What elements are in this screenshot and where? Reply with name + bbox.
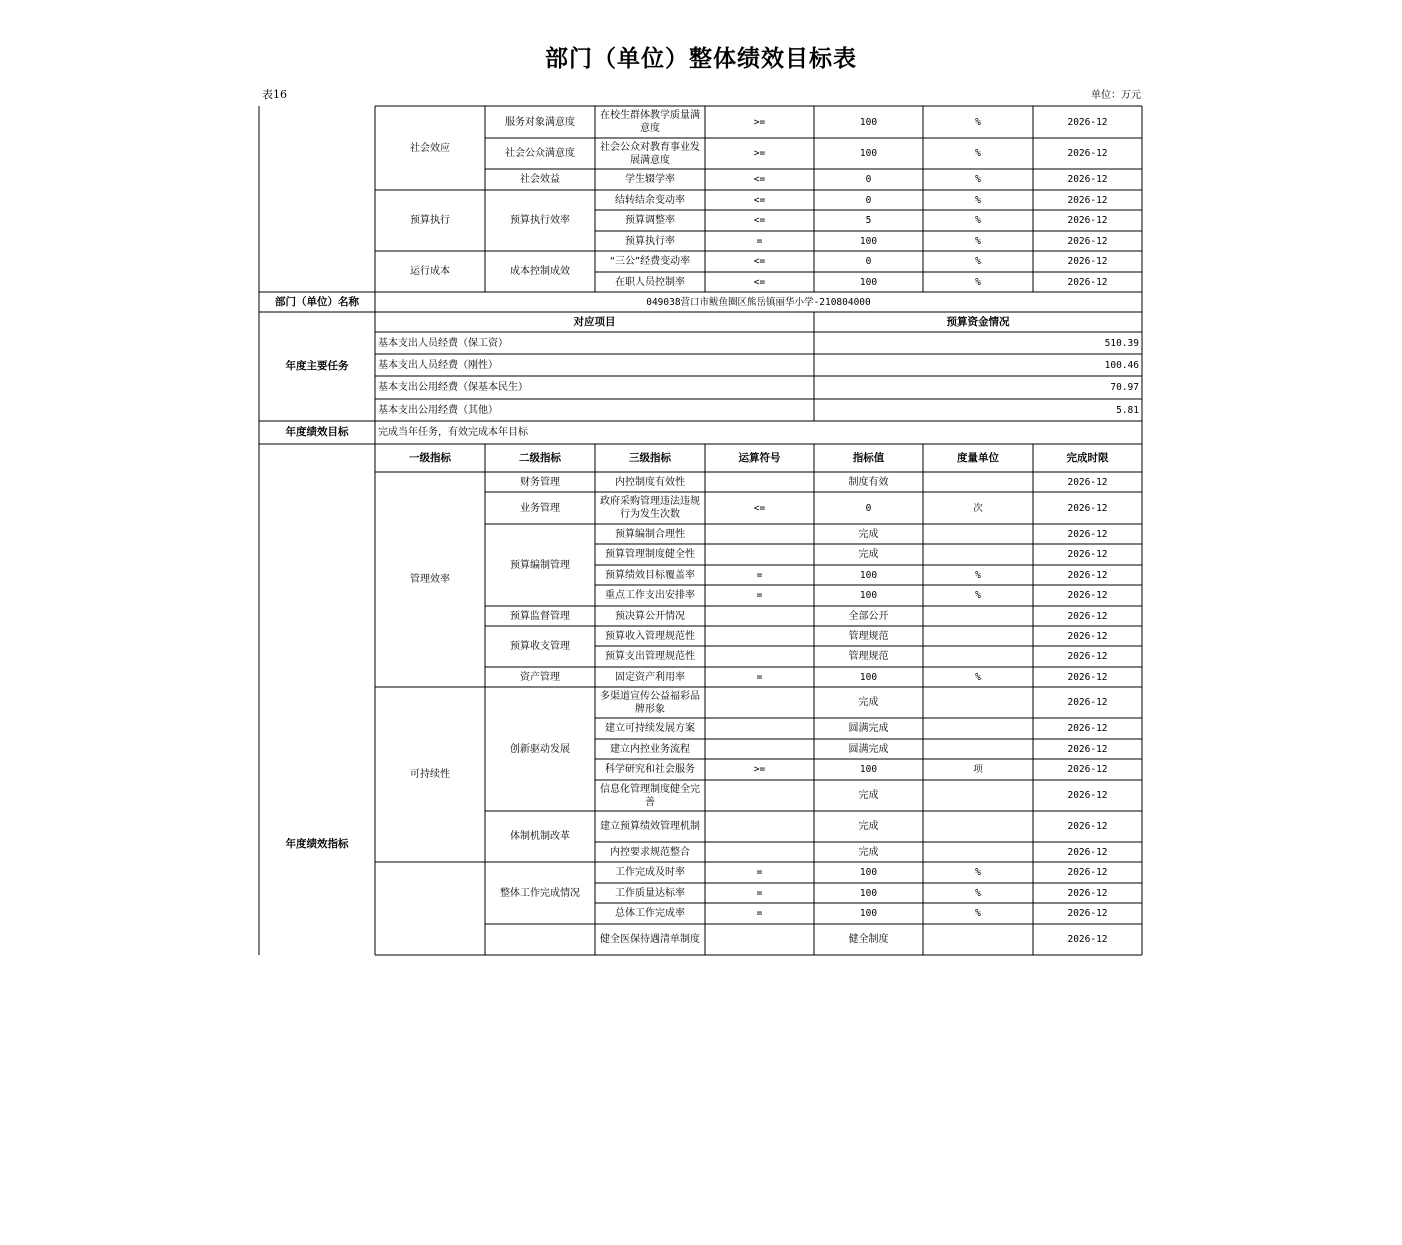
indicator-unit: % xyxy=(975,569,981,581)
indicator-level2: 资产管理 xyxy=(520,671,560,683)
indicator-level3: 建立可持续发展方案 xyxy=(605,723,695,734)
indicator-header: 一级指标 xyxy=(409,451,451,464)
task-amount: 70.97 xyxy=(1110,382,1139,393)
indicator-level3: 预算管理制度健全性 xyxy=(605,549,695,560)
indicator-level2 xyxy=(485,924,595,955)
indicator-deadline: 2026-12 xyxy=(1067,908,1108,919)
indicator-level2: 预算执行效率 xyxy=(510,215,570,226)
indicator-level2: 预算监督管理 xyxy=(510,610,570,622)
indicator-operator: = xyxy=(756,569,763,581)
indicator-level2: 整体工作完成情况 xyxy=(500,887,580,899)
indicator-unit: % xyxy=(975,867,981,878)
dept-name-value: 049038营口市鲅鱼圈区熊岳镇丽华小学-210804000 xyxy=(646,296,871,308)
indicator-unit xyxy=(923,687,1033,718)
indicator-level3: 科学研究和社会服务 xyxy=(605,764,695,775)
indicator-unit xyxy=(923,524,1033,544)
indicator-level3: 总体工作完成率 xyxy=(615,908,685,919)
indicator-operator xyxy=(705,924,814,955)
task-item: 基本支出公用经费（保基本民生） xyxy=(378,382,528,393)
indicator-level3: 工作完成及时率 xyxy=(615,867,685,878)
indicator-value: 完成 xyxy=(858,846,879,858)
indicator-unit: % xyxy=(975,887,981,899)
indicator-value: 100 xyxy=(859,569,878,581)
indicator-level1 xyxy=(375,862,485,955)
indicator-value: 100 xyxy=(859,887,878,899)
indicator-value: 100 xyxy=(859,867,878,878)
indicator-operator: >= xyxy=(753,148,766,159)
indicator-level3: 工作质量达标率 xyxy=(615,887,685,899)
indicator-unit: % xyxy=(975,215,981,226)
indicator-unit xyxy=(923,811,1033,842)
indicator-deadline: 2026-12 xyxy=(1067,528,1108,540)
indicator-operator: <= xyxy=(753,215,766,226)
task-amount: 510.39 xyxy=(1104,337,1139,349)
indicator-value: 完成 xyxy=(858,528,879,540)
annual-goal-value: 完成当年任务，有效完成本年目标 xyxy=(378,427,528,438)
indicator-header: 度量单位 xyxy=(957,451,999,464)
indicator-operator xyxy=(705,626,814,646)
task-item: 基本支出公用经费（其他） xyxy=(378,404,498,416)
indicator-operator xyxy=(705,718,814,739)
indicator-value: 0 xyxy=(865,194,872,206)
indicator-operator xyxy=(705,780,814,811)
task-header-item: 对应项目 xyxy=(573,315,616,328)
indicator-level2: 成本控制成效 xyxy=(510,266,570,277)
annual-task-label: 年度主要任务 xyxy=(285,360,349,372)
indicator-level1: 预算执行 xyxy=(410,215,450,226)
annual-goal-label: 年度绩效目标 xyxy=(285,426,349,438)
indicator-unit xyxy=(923,739,1033,759)
indicator-operator: = xyxy=(756,590,763,601)
indicator-unit xyxy=(923,842,1033,862)
indicator-value: 圆满完成 xyxy=(848,743,889,755)
indicator-level2: 社会效益 xyxy=(520,174,560,185)
indicator-unit: % xyxy=(975,174,981,185)
indicator-deadline: 2026-12 xyxy=(1067,671,1108,683)
indicator-deadline: 2026-12 xyxy=(1067,934,1108,945)
indicator-unit: % xyxy=(975,908,981,919)
indicator-operator: = xyxy=(756,867,763,878)
indicator-deadline: 2026-12 xyxy=(1067,887,1108,899)
indicator-deadline: 2026-12 xyxy=(1067,651,1108,662)
indicator-level3: 预算收入管理规范性 xyxy=(605,630,695,642)
indicator-deadline: 2026-12 xyxy=(1067,569,1108,581)
indicator-operator: <= xyxy=(753,276,766,288)
indicator-operator: >= xyxy=(753,764,766,775)
dept-name-label: 部门（单位）名称 xyxy=(275,295,359,308)
task-amount: 5.81 xyxy=(1116,404,1139,416)
indicator-level3: 信息化管理制度健全完善 xyxy=(600,783,700,808)
indicator-value: 管理规范 xyxy=(848,651,889,662)
indicator-unit: % xyxy=(975,276,981,288)
indicator-value: 100 xyxy=(859,764,878,775)
indicator-value: 健全制度 xyxy=(848,934,889,945)
indicator-level3: 预算编制合理性 xyxy=(615,528,685,540)
indicator-unit: 次 xyxy=(973,502,983,514)
indicator-operator xyxy=(705,739,814,759)
indicator-value: 100 xyxy=(859,590,878,601)
indicator-level3: 健全医保待遇清单制度 xyxy=(600,934,700,945)
indicator-level3: 固定资产利用率 xyxy=(615,671,685,683)
indicator-deadline: 2026-12 xyxy=(1067,549,1108,560)
indicator-unit xyxy=(923,780,1033,811)
indicator-level3: 结转结余变动率 xyxy=(615,194,685,206)
indicator-value: 100 xyxy=(859,671,878,683)
indicator-level3: 建立内控业务流程 xyxy=(610,743,690,755)
indicator-level3: “三公”经费变动率 xyxy=(609,256,691,267)
indicator-level2: 预算收支管理 xyxy=(510,641,570,652)
indicator-deadline: 2026-12 xyxy=(1067,764,1108,775)
indicator-deadline: 2026-12 xyxy=(1067,116,1108,128)
indicator-unit xyxy=(923,924,1033,955)
indicator-deadline: 2026-12 xyxy=(1067,194,1108,206)
indicator-level3: 政府采购管理违法违规行为发生次数 xyxy=(600,496,700,520)
indicator-operator xyxy=(705,687,814,718)
indicator-value: 完成 xyxy=(858,821,879,832)
indicator-level3: 社会公众对教育事业发展满意度 xyxy=(600,141,700,166)
indicator-operator xyxy=(705,544,814,565)
indicator-deadline: 2026-12 xyxy=(1067,476,1108,488)
indicator-unit: % xyxy=(975,235,981,247)
indicator-level3: 重点工作支出安排率 xyxy=(605,590,695,601)
indicator-value: 圆满完成 xyxy=(848,723,889,734)
indicator-value: 完成 xyxy=(858,790,879,801)
table-number: 表16 xyxy=(262,88,287,101)
indicator-value: 100 xyxy=(859,235,878,247)
indicator-deadline: 2026-12 xyxy=(1067,502,1108,514)
indicator-operator xyxy=(705,472,814,492)
indicator-header: 指标值 xyxy=(852,451,885,464)
indicator-level1: 社会效应 xyxy=(410,142,450,154)
indicator-deadline: 2026-12 xyxy=(1067,697,1108,708)
indicator-level2: 业务管理 xyxy=(520,502,560,514)
indicator-value: 100 xyxy=(859,908,878,919)
indicator-deadline: 2026-12 xyxy=(1067,867,1108,878)
page-title: 部门（单位）整体绩效目标表 xyxy=(545,46,857,72)
annual-indicator-label: 年度绩效指标 xyxy=(285,838,349,850)
indicator-value: 完成 xyxy=(858,549,879,560)
indicator-operator xyxy=(705,811,814,842)
task-item: 基本支出人员经费（保工资） xyxy=(378,337,508,349)
indicator-level2: 社会公众满意度 xyxy=(505,148,575,159)
indicator-level3: 建立预算绩效管理机制 xyxy=(600,821,700,832)
indicator-unit xyxy=(923,472,1033,492)
indicator-unit xyxy=(923,646,1033,667)
indicator-level3: 在职人员控制率 xyxy=(615,276,685,288)
indicator-unit: % xyxy=(975,148,981,159)
task-amount: 100.46 xyxy=(1104,359,1139,371)
indicator-operator xyxy=(705,524,814,544)
indicator-level3: 预算调整率 xyxy=(625,215,675,226)
indicator-level3: 学生辍学率 xyxy=(625,174,675,185)
indicator-value: 0 xyxy=(865,174,872,185)
indicator-header: 三级指标 xyxy=(629,451,671,464)
indicator-deadline: 2026-12 xyxy=(1067,148,1108,159)
indicator-value: 0 xyxy=(865,502,872,514)
indicator-operator xyxy=(705,646,814,667)
indicator-deadline: 2026-12 xyxy=(1067,276,1108,288)
indicator-operator: = xyxy=(756,235,763,247)
indicator-header: 完成时限 xyxy=(1066,451,1109,464)
indicator-operator: >= xyxy=(753,116,766,128)
indicator-level3: 预算绩效目标覆盖率 xyxy=(605,569,695,581)
indicator-unit xyxy=(923,718,1033,739)
indicator-operator: <= xyxy=(753,256,766,267)
indicator-unit xyxy=(923,606,1033,626)
indicator-operator: <= xyxy=(753,194,766,206)
indicator-level2: 服务对象满意度 xyxy=(505,116,575,128)
indicator-level3: 多渠道宣传公益福彩品牌形象 xyxy=(600,690,700,715)
indicator-unit: % xyxy=(975,256,981,267)
indicator-level3: 预算支出管理规范性 xyxy=(605,651,695,662)
indicator-level2: 体制机制改革 xyxy=(510,831,570,842)
indicator-value: 全部公开 xyxy=(848,610,889,622)
indicator-deadline: 2026-12 xyxy=(1067,215,1108,226)
task-item: 基本支出人员经费（刚性） xyxy=(378,359,498,371)
indicator-unit: % xyxy=(975,194,981,206)
indicator-operator xyxy=(705,606,814,626)
indicator-unit xyxy=(923,544,1033,565)
indicator-unit: % xyxy=(975,590,981,601)
indicator-deadline: 2026-12 xyxy=(1067,235,1108,247)
indicator-level2: 预算编制管理 xyxy=(510,559,570,571)
indicator-deadline: 2026-12 xyxy=(1067,743,1108,755)
indicator-operator: <= xyxy=(753,502,766,514)
indicator-operator: = xyxy=(756,908,763,919)
indicator-level2: 财务管理 xyxy=(520,476,560,488)
indicator-deadline: 2026-12 xyxy=(1067,610,1108,622)
indicator-operator xyxy=(705,842,814,862)
indicator-operator: = xyxy=(756,671,763,683)
indicator-level3: 内控制度有效性 xyxy=(615,476,685,488)
task-header-budget: 预算资金情况 xyxy=(946,315,1010,328)
indicator-value: 完成 xyxy=(858,697,879,708)
indicator-unit: % xyxy=(975,116,981,128)
indicator-unit: 项 xyxy=(973,764,983,775)
indicator-deadline: 2026-12 xyxy=(1067,790,1108,801)
indicator-level1: 管理效率 xyxy=(410,574,450,585)
indicator-header: 二级指标 xyxy=(519,451,561,464)
indicator-value: 100 xyxy=(859,276,878,288)
indicator-operator: <= xyxy=(753,174,766,185)
indicator-value: 100 xyxy=(859,148,878,159)
indicator-deadline: 2026-12 xyxy=(1067,174,1108,185)
indicator-level2: 创新驱动发展 xyxy=(510,743,570,755)
indicator-value: 0 xyxy=(865,256,872,267)
indicator-unit xyxy=(923,626,1033,646)
unit-label: 单位：万元 xyxy=(1091,90,1141,101)
indicator-level3: 预决算公开情况 xyxy=(615,610,685,622)
indicator-level3: 内控要求规范整合 xyxy=(610,846,690,858)
indicator-level3: 预算执行率 xyxy=(625,235,675,247)
indicator-deadline: 2026-12 xyxy=(1067,590,1108,601)
indicator-deadline: 2026-12 xyxy=(1067,846,1108,858)
indicator-level3: 在校生群体教学质量满意度 xyxy=(600,110,700,134)
indicator-level1: 可持续性 xyxy=(410,769,450,780)
indicator-operator: = xyxy=(756,887,763,899)
indicator-deadline: 2026-12 xyxy=(1067,630,1108,642)
indicator-unit: % xyxy=(975,671,981,683)
indicator-value: 100 xyxy=(859,116,878,128)
indicator-value: 管理规范 xyxy=(848,630,889,642)
indicator-level1: 运行成本 xyxy=(410,266,450,277)
indicator-deadline: 2026-12 xyxy=(1067,821,1108,832)
indicator-deadline: 2026-12 xyxy=(1067,256,1108,267)
indicator-header: 运算符号 xyxy=(738,451,781,464)
indicator-value: 5 xyxy=(865,215,872,226)
indicator-deadline: 2026-12 xyxy=(1067,723,1108,734)
indicator-value: 制度有效 xyxy=(848,476,889,488)
